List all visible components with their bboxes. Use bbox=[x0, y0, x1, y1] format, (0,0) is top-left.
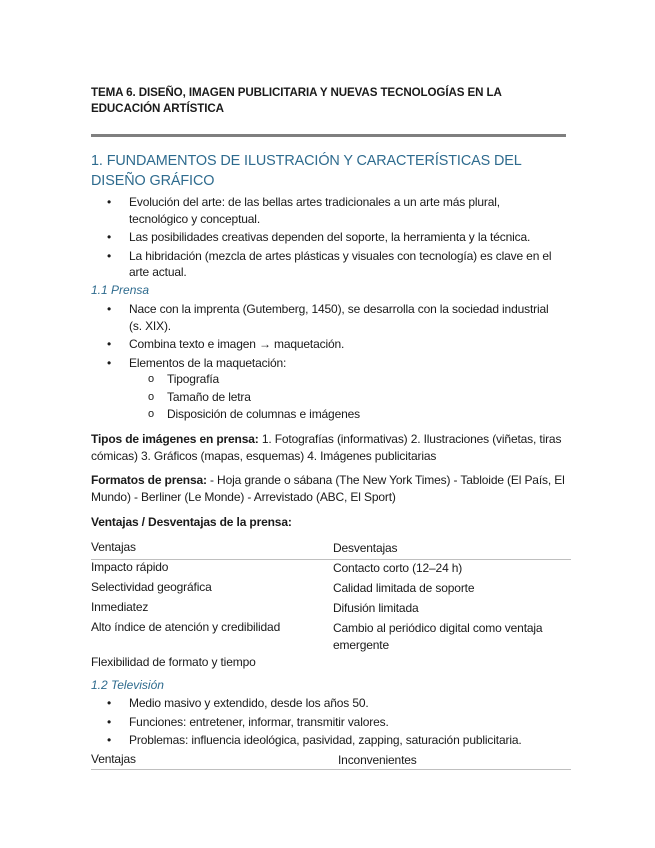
tipos-imagenes-paragraph: Tipos de imágenes en prensa: 1. Fotografías (informativas) 2. Ilustraciones (viñetas, tiras cómicas) 3. Gráficos (mapas, esquemas) 4. Imágenes publicitarias bbox=[91, 432, 562, 463]
table-header-row: Ventajas Desventajas bbox=[91, 540, 398, 555]
ventajas-label: Ventajas / Desventajas de la prensa: bbox=[91, 515, 292, 529]
title-rule bbox=[91, 134, 566, 137]
maquetacion-sub-list bbox=[91, 371, 360, 424]
document-title: TEMA 6. DISEÑO, IMAGEN PUBLICITARIA Y NUEVAS TECNOLOGÍAS EN LA EDUCACIÓN ARTÍSTICA bbox=[91, 86, 502, 115]
list-item: • Combina texto e imagen → maquetación. bbox=[107, 337, 345, 351]
table-header-row: Ventajas Inconvenientes bbox=[91, 752, 417, 767]
sub-list-item: o Tipografía bbox=[148, 372, 220, 386]
section-heading-1: 1. FUNDAMENTOS DE ILUSTRACIÓN Y CARACTERÍSTICAS DEL DISEÑO GRÁFICO bbox=[91, 153, 522, 189]
list-item: • La hibridación (mezcla de artes plásticas y visuales con tecnología) es clave en el arte actual. bbox=[107, 248, 552, 279]
formatos-prensa-paragraph: Formatos de prensa: - Hoja grande o sábana (The New York Times) - Tabloide (El País, El Mundo) - Berliner (Le Monde) - Arrevistado (ABC, El Sport) bbox=[91, 473, 565, 504]
list-item: • Problemas: influencia ideológica, pasividad, zapping, saturación publicitaria. bbox=[107, 733, 522, 747]
list-item: • Nace con la imprenta (Gutemberg, 1450), se desarrolla con la sociedad industrial (s. XIX). bbox=[107, 302, 549, 333]
list-item: • Las posibilidades creativas dependen del soporte, la herramienta y la técnica. bbox=[107, 230, 531, 244]
television-table-rule bbox=[91, 769, 571, 770]
television-table bbox=[91, 752, 571, 770]
subsection-heading-prensa: 1.1 Prensa bbox=[91, 283, 150, 297]
prensa-table bbox=[91, 540, 571, 558]
list-item: • Medio masivo y extendido, desde los años 50. bbox=[107, 696, 369, 710]
section1-bullet-list bbox=[91, 194, 561, 283]
prensa-bullet-list bbox=[91, 301, 561, 373]
list-item: • Elementos de la maquetación: bbox=[107, 355, 287, 370]
sub-list-item: o Disposición de columnas e imágenes bbox=[148, 407, 361, 421]
list-item: • Funciones: entretener, informar, transmitir valores. bbox=[107, 714, 389, 729]
sub-list-item: o Tamaño de letra bbox=[148, 389, 251, 404]
list-item: • Evolución del arte: de las bellas artes tradicionales a un arte más plural, tecnológico y conceptual. bbox=[107, 195, 500, 226]
subsection-heading-television: 1.2 Televisión bbox=[91, 678, 164, 692]
television-bullet-list bbox=[91, 695, 561, 751]
